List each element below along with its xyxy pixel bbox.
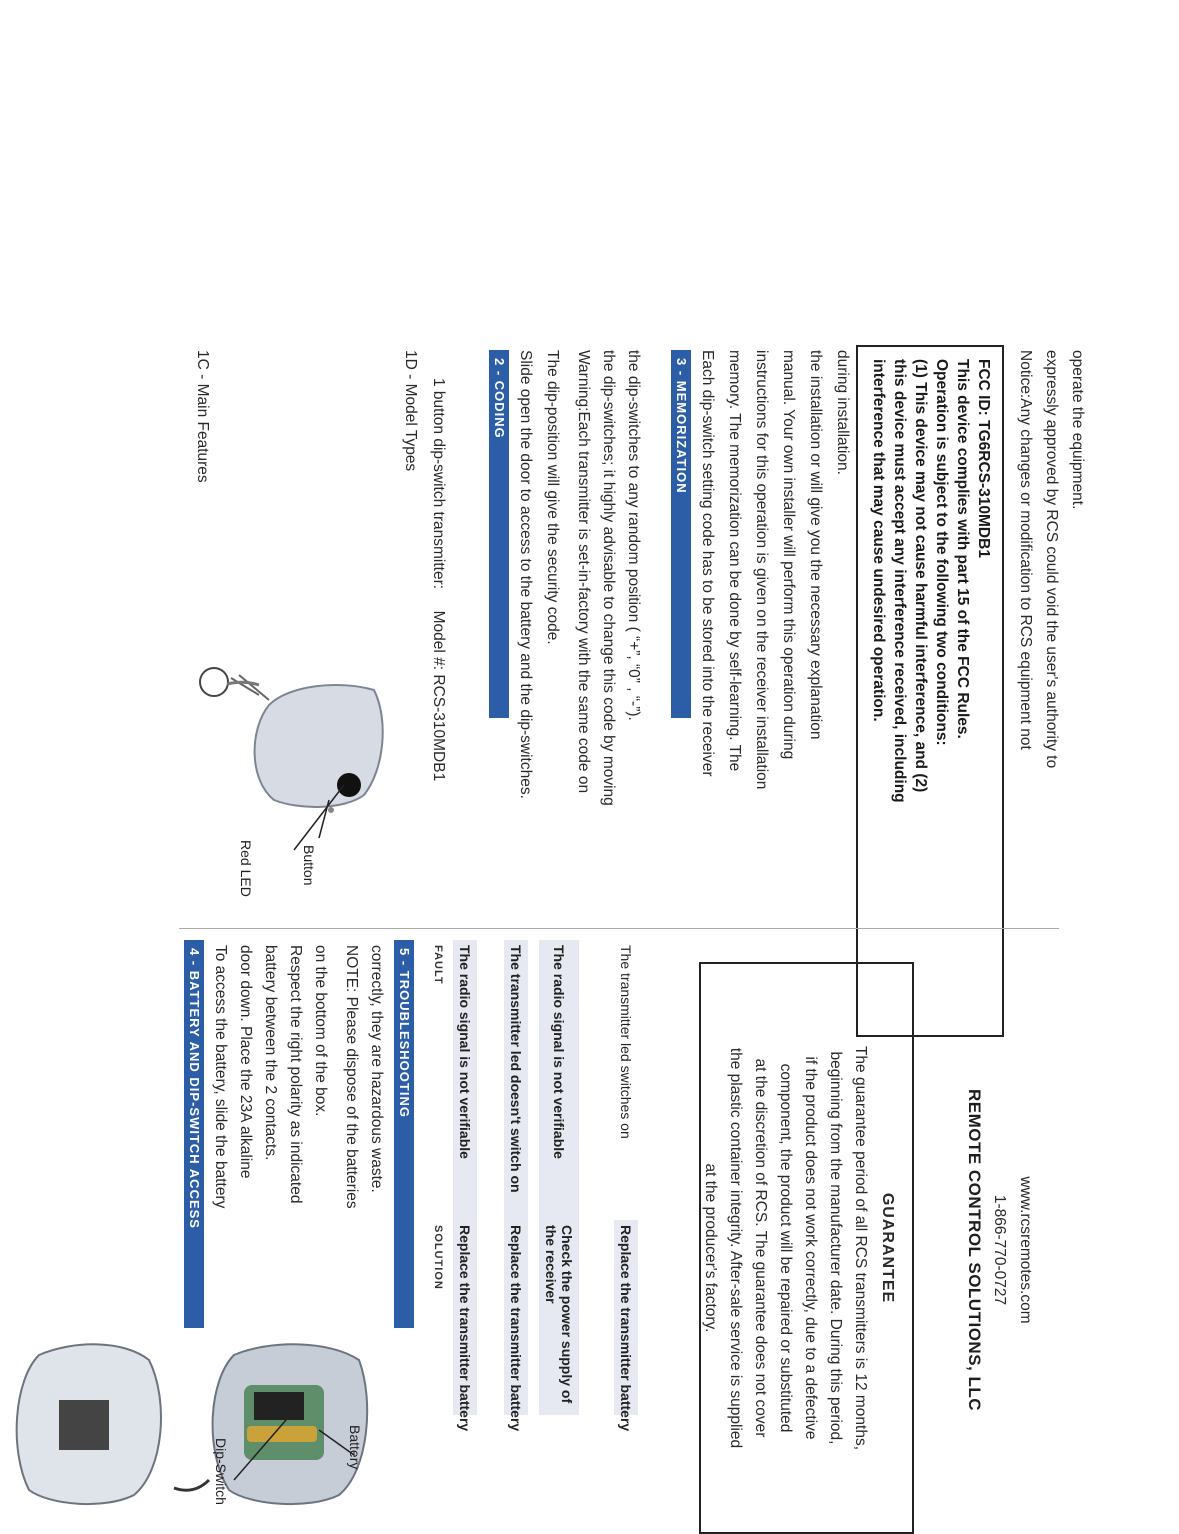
- trouble-fault-2: The radio signal is not verifiable: [551, 945, 567, 1159]
- fcc-line-5: interference that may cause undesired operation.: [870, 359, 887, 722]
- guarantee-box: [699, 962, 914, 1534]
- button-label: Button: [301, 845, 317, 886]
- trouble-solution-2a: Check the power supply of: [559, 1225, 575, 1404]
- dip-switch-label: Dip-Switch: [213, 1438, 229, 1505]
- memorization-line-1: memory. The memorization can be done by self-learning. The: [726, 350, 743, 772]
- model-value: RCS-310MDB1: [430, 674, 447, 782]
- coding-line-4: the dip-switches to any random position ( “+”, “0” , “-”).: [625, 350, 642, 721]
- company-phone: 1-866-770-0727: [991, 1194, 1008, 1306]
- red-led-label: Red LED: [238, 840, 254, 897]
- solution-column-header: SOLUTION: [432, 1225, 444, 1290]
- battery-door-icon: [17, 1344, 161, 1504]
- model-label: Model #:: [430, 610, 447, 671]
- guarantee-line-6: at the producer's factory.: [702, 1163, 719, 1333]
- guarantee-line-5: the plastic container integrity. After-sale service is supplied: [727, 1047, 744, 1449]
- battery-note-1: correctly, they are hazardous waste.: [368, 945, 385, 1193]
- guarantee-line-1: beginning from the manufacturer date. During this period,: [827, 1051, 844, 1445]
- column-divider: [179, 928, 1059, 929]
- fcc-line-3: (1) This device may not cause harmful interference, and (2): [912, 359, 929, 793]
- guarantee-line-3: component, the product will be repaired or substituted: [777, 1063, 794, 1433]
- fcc-box: [856, 345, 1004, 1037]
- coding-line-2: Warning:Each transmitter is set-in-factory with the same code on: [575, 350, 592, 794]
- trouble-fault-3: The transmitter led switches on: [618, 945, 634, 1139]
- notice-line-0: Notice:Any changes or modification to RCS equipment not: [1017, 350, 1034, 750]
- trouble-solution-0: Replace the transmitter battery: [457, 1225, 473, 1432]
- memorization-line-2: instructions for this operation is given on the receiver installation: [753, 350, 770, 790]
- guarantee-line-4: at the discretion of RCS. The guarantee does not cover: [752, 1058, 769, 1438]
- battery-line-1: door down. Place the 23A alkaline: [237, 945, 254, 1179]
- coding-header: 2 - CODING: [489, 350, 509, 718]
- company-web: www.rcsremotes.com: [1017, 1176, 1034, 1324]
- notice-line-1: expressly approved by RCS could void the user's authority to: [1043, 350, 1060, 769]
- battery-line-0: To access the battery, slide the battery: [212, 945, 229, 1209]
- coding-line-3: the dip-switches; it highly advisable to change this code by moving: [600, 350, 617, 806]
- guarantee-title: GUARANTEE: [879, 1192, 896, 1304]
- fault-column-header: FAULT: [432, 945, 444, 985]
- battery-line-3: Respect the right polarity as indicated: [287, 945, 304, 1204]
- guarantee-line-0: The guarantee period of all RCS transmitters is 12 months,: [852, 1045, 869, 1451]
- battery-line-2: battery between the 2 contacts.: [262, 945, 279, 1161]
- notice-line-2: operate the equipment.: [1069, 350, 1086, 510]
- keyfob-image: [199, 660, 399, 870]
- trouble-fault-1: The transmitter led doesn't switch on: [508, 945, 524, 1193]
- battery-label: Battery: [347, 1425, 363, 1470]
- fcc-line-0: FCC ID: TG6RCS-310MDB1: [975, 359, 992, 558]
- fcc-line-2: Operation is subject to the following two conditions:: [933, 359, 950, 746]
- trouble-solution-2b: the receiver: [543, 1225, 559, 1304]
- model-line: [424, 378, 452, 781]
- memorization-line-3: manual. Your own installer will perform this operation during: [780, 350, 797, 760]
- memorization-header: 3 - MEMORIZATION: [671, 350, 691, 718]
- fcc-line-1: This device complies with part 15 of the FCC Rules.: [954, 359, 971, 739]
- main-features-title: 1C - Main Features: [194, 350, 211, 483]
- coding-line-1: The dip-position will give the security code.: [544, 350, 561, 645]
- memorization-line-4: the installation or will give you the necessary explanation: [807, 350, 824, 740]
- model-types-title: 1D - Model Types: [402, 350, 419, 472]
- trouble-fault-0: The radio signal is not verifiable: [457, 945, 473, 1159]
- company-name: REMOTE CONTROL SOLUTIONS, LLC: [965, 1088, 984, 1412]
- memorization-line-0: Each dip-switch setting code has to be stored into the receiver: [699, 350, 716, 777]
- guarantee-line-2: if the product does not work correctly, due to a defective: [802, 1056, 819, 1440]
- battery-line-4: on the bottom of the box.: [312, 945, 329, 1117]
- coding-line-0: Slide open the door to access to the battery and the dip-switches.: [517, 350, 534, 799]
- troubleshooting-header: 5 - TROUBLESHOOTING: [394, 940, 414, 1328]
- open-keyfob-image: [9, 1330, 379, 1520]
- trouble-solution-1: Replace the transmitter battery: [508, 1225, 524, 1432]
- model-line-prefix: 1 button dip-switch transmitter:: [430, 378, 447, 590]
- battery-note-0: NOTE: Please dispose of the batteries: [343, 945, 360, 1209]
- keyfob-icon: [200, 668, 383, 813]
- trouble-solution-3: Replace the transmitter battery: [618, 1225, 634, 1432]
- fcc-line-4: this device must accept any interference received, including: [891, 359, 908, 803]
- memorization-line-5: during installation.: [834, 350, 851, 475]
- battery-header: 4 - BATTERY AND DIP-SWITCH ACCESS: [184, 940, 204, 1328]
- circuit-board-icon: [213, 1344, 368, 1504]
